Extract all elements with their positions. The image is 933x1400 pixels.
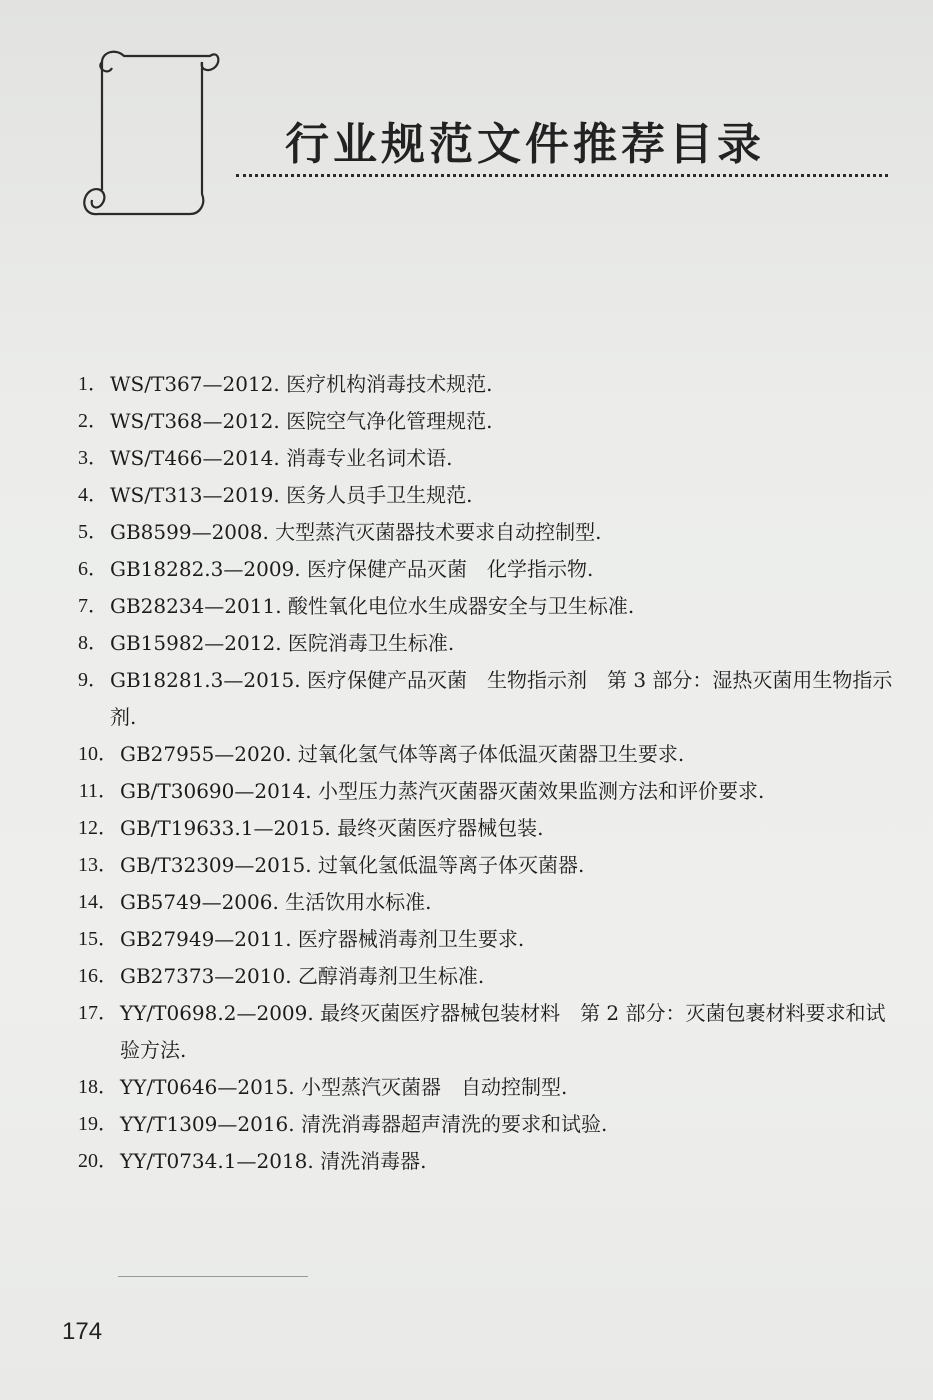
item-number: 15． bbox=[78, 928, 118, 950]
item-number: 19． bbox=[78, 1113, 118, 1135]
list-item bbox=[60, 514, 895, 551]
item-number: 4． bbox=[78, 484, 108, 506]
item-number: 20． bbox=[78, 1150, 118, 1172]
page-title: 行业规范文件推荐目录 bbox=[285, 119, 765, 170]
item-number: 7． bbox=[78, 595, 108, 617]
list-item bbox=[60, 1106, 895, 1143]
item-number: 18． bbox=[78, 1076, 118, 1098]
list-item bbox=[60, 477, 895, 514]
item-number: 9． bbox=[78, 669, 108, 691]
item-text: YY/T0646—2015. 小型蒸汽灭菌器 自动控制型. bbox=[120, 1075, 568, 1099]
item-number: 3． bbox=[78, 447, 108, 469]
list-item bbox=[60, 847, 895, 884]
scroll-icon bbox=[72, 40, 222, 220]
list-item bbox=[60, 1069, 895, 1106]
item-number: 8． bbox=[78, 632, 108, 654]
item-text: GB18281.3—2015. 医疗保健产品灭菌 生物指示剂 第 3 部分：湿热灭菌用生物指示剂. bbox=[110, 668, 893, 729]
item-text: GB18282.3—2009. 医疗保健产品灭菌 化学指示物. bbox=[110, 557, 594, 581]
item-text: GB/T30690—2014. 小型压力蒸汽灭菌器灭菌效果监测方法和评价要求. bbox=[120, 779, 765, 803]
item-text: GB5749—2006. 生活饮用水标准. bbox=[120, 890, 432, 914]
item-number: 13． bbox=[78, 854, 118, 876]
title-dotted-divider bbox=[236, 174, 888, 177]
list-item bbox=[60, 921, 895, 958]
item-text: GB/T19633.1—2015. 最终灭菌医疗器械包装. bbox=[120, 816, 544, 840]
list-item bbox=[60, 736, 895, 773]
reference-list bbox=[60, 366, 895, 1180]
item-text: WS/T368—2012. 医院空气净化管理规范. bbox=[110, 409, 493, 433]
list-item bbox=[60, 588, 895, 625]
list-item bbox=[60, 1143, 895, 1180]
item-text: YY/T1309—2016. 清洗消毒器超声清洗的要求和试验. bbox=[120, 1112, 608, 1136]
item-text: GB27373—2010. 乙醇消毒剂卫生标准. bbox=[120, 964, 485, 988]
item-text: WS/T466—2014. 消毒专业名词术语. bbox=[110, 446, 453, 470]
item-number: 17． bbox=[78, 1002, 118, 1024]
list-item bbox=[60, 958, 895, 995]
item-text: GB/T32309—2015. 过氧化氢低温等离子体灭菌器. bbox=[120, 853, 585, 877]
item-number: 11． bbox=[78, 780, 118, 802]
list-item bbox=[60, 662, 895, 736]
item-number: 5． bbox=[78, 521, 108, 543]
item-text: GB27949—2011. 医疗器械消毒剂卫生要求. bbox=[120, 927, 525, 951]
item-text: WS/T367—2012. 医疗机构消毒技术规范. bbox=[110, 372, 493, 396]
item-number: 6． bbox=[78, 558, 108, 580]
list-item bbox=[60, 403, 895, 440]
item-number: 12． bbox=[78, 817, 118, 839]
item-text: YY/T0734.1—2018. 清洗消毒器. bbox=[120, 1149, 427, 1173]
list-item bbox=[60, 366, 895, 403]
page-number: 174 bbox=[62, 1318, 103, 1345]
item-text: GB8599—2008. 大型蒸汽灭菌器技术要求自动控制型. bbox=[110, 520, 602, 544]
list-item bbox=[60, 440, 895, 477]
item-text: WS/T313—2019. 医务人员手卫生规范. bbox=[110, 483, 473, 507]
list-item bbox=[60, 773, 895, 810]
list-item bbox=[60, 995, 895, 1069]
footnote-rule bbox=[118, 1276, 308, 1277]
item-text: GB27955—2020. 过氧化氢气体等离子体低温灭菌器卫生要求. bbox=[120, 742, 685, 766]
item-text: GB15982—2012. 医院消毒卫生标准. bbox=[110, 631, 455, 655]
list-item bbox=[60, 810, 895, 847]
list-item bbox=[60, 551, 895, 588]
item-text: YY/T0698.2—2009. 最终灭菌医疗器械包装材料 第 2 部分：灭菌包裹材料要求和试验方法. bbox=[120, 1001, 886, 1062]
list-item bbox=[60, 884, 895, 921]
item-text: GB28234—2011. 酸性氧化电位水生成器安全与卫生标准. bbox=[110, 594, 635, 618]
item-number: 14． bbox=[78, 891, 118, 913]
item-number: 16． bbox=[78, 965, 118, 987]
item-number: 2． bbox=[78, 410, 108, 432]
item-number: 10． bbox=[78, 743, 118, 765]
item-number: 1． bbox=[78, 373, 108, 395]
list-item bbox=[60, 625, 895, 662]
